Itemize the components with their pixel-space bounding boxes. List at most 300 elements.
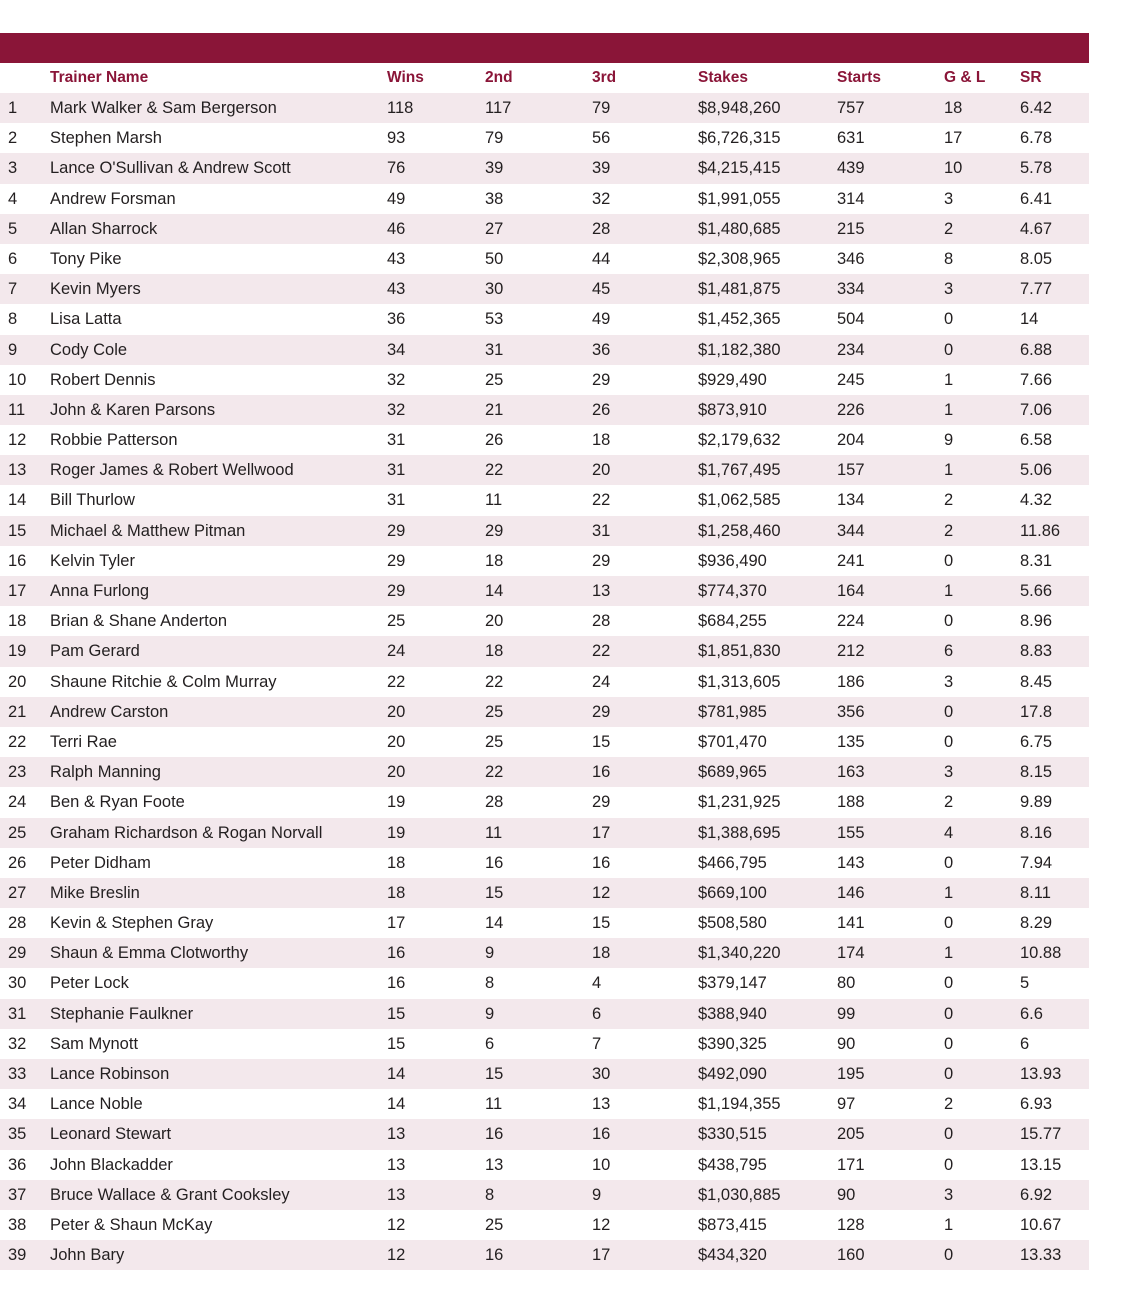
- cell-third: 10: [592, 1155, 611, 1174]
- cell-wins: 15: [387, 1034, 406, 1053]
- header-second: 2nd: [485, 69, 513, 86]
- cell-starts: 334: [837, 280, 865, 299]
- cell-trainer-name: Tony Pike: [50, 249, 122, 268]
- cell-rank: 33: [8, 1065, 27, 1083]
- cell-starts: 90: [837, 1034, 856, 1053]
- cell-rank: 2: [8, 129, 18, 148]
- cell-third: 9: [592, 1185, 602, 1204]
- cell-third: 56: [592, 129, 611, 148]
- cell-wins: 20: [387, 763, 406, 782]
- cell-second: 14: [485, 582, 504, 600]
- cell-wins: 31: [387, 431, 406, 450]
- cell-g-and-l: 0: [944, 340, 954, 359]
- cell-stakes: $1,062,585: [698, 491, 781, 510]
- cell-g-and-l: 10: [944, 159, 963, 178]
- cell-starts: 146: [837, 883, 865, 902]
- cell-rank: 6: [8, 249, 18, 268]
- cell-trainer-name: Robbie Patterson: [50, 431, 178, 450]
- cell-third: 18: [592, 431, 611, 450]
- cell-third: 29: [592, 370, 611, 389]
- cell-sr: 9.89: [1020, 793, 1053, 812]
- cell-sr: 4.67: [1020, 219, 1053, 238]
- cell-rank: 37: [8, 1185, 27, 1204]
- cell-third: 7: [592, 1034, 602, 1053]
- cell-stakes: $6,726,315: [698, 129, 781, 148]
- table-row: [0, 576, 1089, 606]
- cell-starts: 504: [837, 310, 865, 329]
- cell-starts: 174: [837, 944, 865, 963]
- cell-stakes: $1,851,830: [698, 642, 781, 661]
- cell-stakes: $2,179,632: [698, 431, 781, 450]
- cell-wins: 19: [387, 823, 406, 842]
- table-row: [0, 93, 1089, 123]
- cell-third: 32: [592, 189, 611, 208]
- cell-starts: 215: [837, 219, 865, 238]
- table-row: [0, 878, 1089, 908]
- cell-rank: 14: [8, 491, 27, 510]
- table-row: [0, 1059, 1089, 1089]
- cell-wins: 12: [387, 1246, 406, 1265]
- cell-third: 39: [592, 159, 611, 178]
- cell-g-and-l: 0: [944, 974, 954, 993]
- cell-starts: 128: [837, 1215, 865, 1234]
- table-row: [0, 787, 1089, 817]
- cell-sr: 15.77: [1020, 1125, 1062, 1144]
- cell-stakes: $689,965: [698, 763, 767, 782]
- cell-sr: 8.45: [1020, 672, 1053, 691]
- cell-starts: 757: [837, 99, 865, 117]
- cell-g-and-l: 0: [944, 1065, 954, 1083]
- header-g-and-l: G & L: [944, 69, 986, 86]
- cell-starts: 439: [837, 159, 865, 178]
- cell-wins: 18: [387, 853, 406, 872]
- cell-g-and-l: 1: [944, 944, 954, 963]
- cell-g-and-l: 0: [944, 914, 954, 933]
- cell-g-and-l: 2: [944, 219, 954, 238]
- cell-trainer-name: Peter & Shaun McKay: [50, 1215, 213, 1234]
- cell-sr: 7.06: [1020, 400, 1053, 419]
- cell-wins: 17: [387, 914, 406, 933]
- cell-wins: 43: [387, 249, 406, 268]
- cell-stakes: $1,388,695: [698, 823, 781, 842]
- cell-g-and-l: 3: [944, 672, 954, 691]
- cell-second: 53: [485, 310, 504, 329]
- cell-second: 8: [485, 1185, 495, 1204]
- cell-second: 13: [485, 1155, 504, 1174]
- cell-trainer-name: Anna Furlong: [50, 582, 150, 600]
- cell-third: 17: [592, 823, 611, 842]
- cell-third: 16: [592, 1125, 611, 1144]
- cell-g-and-l: 3: [944, 189, 954, 208]
- cell-g-and-l: 1: [944, 461, 954, 480]
- cell-second: 15: [485, 883, 504, 902]
- cell-sr: 6.58: [1020, 431, 1053, 450]
- cell-wins: 43: [387, 280, 406, 299]
- cell-sr: 8.83: [1020, 642, 1053, 661]
- cell-rank: 5: [8, 219, 18, 238]
- cell-third: 13: [592, 1095, 611, 1114]
- cell-g-and-l: 0: [944, 732, 954, 751]
- cell-sr: 7.94: [1020, 853, 1053, 872]
- table-row: [0, 546, 1089, 576]
- cell-stakes: $466,795: [698, 853, 767, 872]
- cell-second: 31: [485, 340, 504, 359]
- cell-wins: 118: [387, 99, 414, 117]
- cell-starts: 90: [837, 1185, 856, 1204]
- cell-g-and-l: 0: [944, 1004, 954, 1023]
- cell-second: 16: [485, 853, 504, 872]
- cell-sr: 17.8: [1020, 702, 1053, 721]
- cell-trainer-name: Cody Cole: [50, 340, 128, 359]
- cell-sr: 6.88: [1020, 340, 1053, 359]
- cell-second: 15: [485, 1065, 504, 1083]
- cell-third: 12: [592, 883, 611, 902]
- cell-trainer-name: John Bary: [50, 1246, 125, 1265]
- table-row: [0, 123, 1089, 153]
- cell-wins: 93: [387, 129, 406, 148]
- table-row: [0, 1150, 1089, 1180]
- table-row: [0, 636, 1089, 666]
- table-row: [0, 485, 1089, 515]
- cell-wins: 31: [387, 491, 406, 510]
- cell-wins: 34: [387, 340, 406, 359]
- trainer-table: [0, 63, 1089, 1270]
- cell-rank: 34: [8, 1095, 27, 1114]
- table-row: [0, 1210, 1089, 1240]
- cell-third: 22: [592, 491, 611, 510]
- cell-g-and-l: 1: [944, 1215, 954, 1234]
- table-body: [0, 93, 1089, 1270]
- cell-wins: 15: [387, 1004, 406, 1023]
- cell-starts: 171: [837, 1155, 865, 1174]
- cell-rank: 30: [8, 974, 27, 993]
- cell-third: 6: [592, 1004, 602, 1023]
- table-row: [0, 667, 1089, 697]
- cell-g-and-l: 0: [944, 551, 954, 570]
- cell-g-and-l: 1: [944, 370, 954, 389]
- cell-trainer-name: Brian & Shane Anderton: [50, 612, 228, 631]
- cell-second: 8: [485, 974, 495, 993]
- cell-second: 39: [485, 159, 504, 178]
- cell-stakes: $388,940: [698, 1004, 767, 1023]
- cell-second: 11: [485, 823, 503, 842]
- cell-trainer-name: Andrew Carston: [50, 702, 169, 721]
- cell-sr: 8.16: [1020, 823, 1053, 842]
- cell-wins: 29: [387, 582, 406, 600]
- cell-g-and-l: 2: [944, 793, 954, 812]
- cell-rank: 7: [8, 280, 18, 299]
- cell-wins: 20: [387, 702, 406, 721]
- cell-wins: 16: [387, 974, 406, 993]
- cell-starts: 134: [837, 491, 865, 510]
- cell-second: 29: [485, 521, 504, 540]
- cell-stakes: $1,258,460: [698, 521, 781, 540]
- cell-rank: 19: [8, 642, 27, 661]
- cell-starts: 224: [837, 612, 865, 631]
- cell-trainer-name: Shaune Ritchie & Colm Murray: [50, 672, 277, 691]
- cell-rank: 4: [8, 189, 18, 208]
- cell-rank: 9: [8, 340, 18, 359]
- cell-second: 16: [485, 1246, 504, 1265]
- table-row: [0, 848, 1089, 878]
- table-row: [0, 365, 1089, 395]
- cell-rank: 22: [8, 732, 27, 751]
- cell-trainer-name: Lance O'Sullivan & Andrew Scott: [50, 159, 291, 178]
- cell-third: 18: [592, 944, 611, 963]
- cell-wins: 13: [387, 1155, 406, 1174]
- cell-starts: 344: [837, 521, 865, 540]
- cell-wins: 46: [387, 219, 406, 238]
- cell-rank: 25: [8, 823, 27, 842]
- cell-rank: 27: [8, 883, 27, 902]
- cell-stakes: $1,313,605: [698, 672, 781, 691]
- cell-sr: 6.41: [1020, 189, 1053, 208]
- cell-stakes: $1,231,925: [698, 793, 781, 812]
- cell-third: 45: [592, 280, 611, 299]
- cell-stakes: $684,255: [698, 612, 767, 631]
- cell-wins: 13: [387, 1125, 406, 1144]
- cell-second: 117: [485, 99, 512, 117]
- cell-third: 22: [592, 642, 611, 661]
- cell-second: 18: [485, 551, 504, 570]
- header-wins: Wins: [387, 69, 424, 86]
- cell-trainer-name: Leonard Stewart: [50, 1125, 172, 1144]
- cell-third: 24: [592, 672, 611, 691]
- cell-second: 25: [485, 370, 504, 389]
- cell-g-and-l: 0: [944, 1125, 954, 1144]
- cell-g-and-l: 3: [944, 763, 954, 782]
- cell-stakes: $929,490: [698, 370, 767, 389]
- cell-third: 79: [592, 99, 611, 117]
- cell-rank: 35: [8, 1125, 27, 1144]
- table-row: [0, 184, 1089, 214]
- cell-sr: 6.75: [1020, 732, 1053, 751]
- cell-third: 16: [592, 853, 611, 872]
- cell-sr: 10.88: [1020, 944, 1062, 963]
- cell-trainer-name: Kevin & Stephen Gray: [50, 914, 214, 933]
- table-row: [0, 274, 1089, 304]
- cell-wins: 31: [387, 461, 406, 480]
- cell-g-and-l: 4: [944, 823, 954, 842]
- cell-starts: 188: [837, 793, 865, 812]
- cell-rank: 11: [8, 400, 26, 419]
- cell-trainer-name: Lance Noble: [50, 1095, 143, 1114]
- cell-trainer-name: Terri Rae: [50, 732, 117, 751]
- cell-g-and-l: 1: [944, 400, 954, 419]
- cell-third: 31: [592, 521, 611, 540]
- cell-rank: 31: [8, 1004, 27, 1023]
- cell-trainer-name: Stephen Marsh: [50, 129, 162, 148]
- cell-starts: 314: [837, 189, 865, 208]
- cell-second: 18: [485, 642, 504, 661]
- cell-g-and-l: 0: [944, 310, 954, 329]
- table-row: [0, 999, 1089, 1029]
- header-sr: SR: [1020, 69, 1042, 86]
- cell-trainer-name: Shaun & Emma Clotworthy: [50, 944, 249, 963]
- table-row: [0, 153, 1089, 183]
- cell-starts: 155: [837, 823, 865, 842]
- cell-stakes: $669,100: [698, 883, 767, 902]
- cell-second: 22: [485, 763, 504, 782]
- cell-third: 15: [592, 914, 611, 933]
- cell-stakes: $1,480,685: [698, 219, 781, 238]
- cell-sr: 4.32: [1020, 491, 1053, 510]
- cell-rank: 24: [8, 793, 27, 812]
- cell-third: 16: [592, 763, 611, 782]
- cell-second: 16: [485, 1125, 504, 1144]
- cell-trainer-name: Bruce Wallace & Grant Cooksley: [50, 1185, 290, 1204]
- cell-starts: 241: [837, 551, 865, 570]
- cell-stakes: $936,490: [698, 551, 767, 570]
- cell-sr: 13.15: [1020, 1155, 1062, 1174]
- cell-sr: 5: [1020, 974, 1030, 993]
- cell-g-and-l: 0: [944, 1034, 954, 1053]
- cell-rank: 28: [8, 914, 27, 933]
- cell-second: 9: [485, 944, 495, 963]
- cell-third: 29: [592, 702, 611, 721]
- cell-sr: 8.11: [1020, 883, 1051, 902]
- cell-stakes: $379,147: [698, 974, 767, 993]
- cell-g-and-l: 0: [944, 853, 954, 872]
- table-row: [0, 727, 1089, 757]
- table-row: [0, 818, 1089, 848]
- cell-starts: 346: [837, 249, 865, 268]
- cell-third: 28: [592, 219, 611, 238]
- cell-second: 27: [485, 219, 504, 238]
- cell-rank: 17: [8, 582, 27, 600]
- cell-second: 11: [485, 491, 503, 510]
- cell-stakes: $774,370: [698, 582, 767, 600]
- cell-second: 9: [485, 1004, 495, 1023]
- cell-trainer-name: Pam Gerard: [50, 642, 140, 661]
- cell-rank: 3: [8, 159, 18, 178]
- cell-starts: 356: [837, 702, 865, 721]
- cell-second: 22: [485, 461, 504, 480]
- table-row: [0, 455, 1089, 485]
- cell-rank: 12: [8, 431, 27, 450]
- cell-third: 15: [592, 732, 611, 751]
- cell-starts: 195: [837, 1065, 865, 1083]
- cell-trainer-name: Ben & Ryan Foote: [50, 793, 185, 812]
- cell-second: 21: [485, 400, 504, 419]
- cell-g-and-l: 3: [944, 1185, 954, 1204]
- cell-stakes: $1,481,875: [698, 280, 781, 299]
- table-row: [0, 425, 1089, 455]
- cell-third: 29: [592, 793, 611, 812]
- cell-second: 38: [485, 189, 504, 208]
- cell-rank: 18: [8, 612, 27, 631]
- cell-wins: 20: [387, 732, 406, 751]
- cell-starts: 141: [837, 914, 865, 933]
- cell-starts: 160: [837, 1246, 865, 1265]
- cell-sr: 13.93: [1020, 1065, 1062, 1083]
- cell-g-and-l: 0: [944, 1155, 954, 1174]
- cell-sr: 13.33: [1020, 1246, 1062, 1265]
- cell-starts: 80: [837, 974, 856, 993]
- cell-stakes: $508,580: [698, 914, 767, 933]
- cell-third: 29: [592, 551, 611, 570]
- cell-g-and-l: 17: [944, 129, 963, 148]
- cell-g-and-l: 8: [944, 249, 954, 268]
- cell-trainer-name: Lance Robinson: [50, 1065, 170, 1083]
- cell-third: 17: [592, 1246, 611, 1265]
- cell-second: 20: [485, 612, 504, 631]
- cell-stakes: $8,948,260: [698, 99, 781, 117]
- cell-trainer-name: Peter Didham: [50, 853, 151, 872]
- cell-trainer-name: Graham Richardson & Rogan Norvall: [50, 823, 323, 842]
- cell-third: 28: [592, 612, 611, 631]
- cell-second: 11: [485, 1095, 503, 1114]
- cell-sr: 6.42: [1020, 99, 1053, 117]
- cell-stakes: $2,308,965: [698, 249, 781, 268]
- table-row: [0, 1029, 1089, 1059]
- cell-rank: 26: [8, 853, 27, 872]
- cell-g-and-l: 0: [944, 1246, 954, 1265]
- cell-starts: 204: [837, 431, 865, 450]
- cell-third: 30: [592, 1065, 611, 1083]
- cell-trainer-name: Ralph Manning: [50, 763, 161, 782]
- cell-starts: 99: [837, 1004, 856, 1023]
- title-banner: [0, 33, 1089, 63]
- cell-stakes: $1,030,885: [698, 1185, 781, 1204]
- cell-trainer-name: Kelvin Tyler: [50, 551, 135, 570]
- cell-third: 13: [592, 582, 611, 600]
- cell-trainer-name: Lisa Latta: [50, 310, 122, 329]
- table-row: [0, 1240, 1089, 1270]
- cell-wins: 32: [387, 370, 406, 389]
- cell-stakes: $4,215,415: [698, 159, 781, 178]
- cell-trainer-name: Mark Walker & Sam Bergerson: [50, 99, 277, 117]
- cell-wins: 18: [387, 883, 406, 902]
- cell-stakes: $1,182,380: [698, 340, 781, 359]
- cell-rank: 13: [8, 461, 27, 480]
- cell-trainer-name: Peter Lock: [50, 974, 129, 993]
- cell-trainer-name: John Blackadder: [50, 1155, 173, 1174]
- cell-third: 4: [592, 974, 602, 993]
- cell-rank: 36: [8, 1155, 27, 1174]
- table-row: [0, 968, 1089, 998]
- table-row: [0, 1089, 1089, 1119]
- table-row: [0, 606, 1089, 636]
- cell-starts: 226: [837, 400, 865, 419]
- cell-g-and-l: 0: [944, 702, 954, 721]
- cell-stakes: $873,415: [698, 1215, 767, 1234]
- cell-g-and-l: 2: [944, 521, 954, 540]
- cell-stakes: $390,325: [698, 1034, 767, 1053]
- cell-rank: 38: [8, 1215, 27, 1234]
- table-row: [0, 304, 1089, 334]
- cell-rank: 20: [8, 672, 27, 691]
- cell-second: 50: [485, 249, 504, 268]
- cell-starts: 157: [837, 461, 865, 480]
- cell-sr: 8.96: [1020, 612, 1053, 631]
- cell-trainer-name: Robert Dennis: [50, 370, 156, 389]
- cell-stakes: $873,910: [698, 400, 767, 419]
- cell-starts: 205: [837, 1125, 865, 1144]
- cell-second: 6: [485, 1034, 495, 1053]
- cell-wins: 13: [387, 1185, 406, 1204]
- cell-wins: 24: [387, 642, 406, 661]
- cell-sr: 6.92: [1020, 1185, 1053, 1204]
- cell-sr: 5.66: [1020, 582, 1053, 600]
- cell-trainer-name: Roger James & Robert Wellwood: [50, 461, 294, 480]
- cell-trainer-name: Allan Sharrock: [50, 219, 158, 238]
- cell-sr: 8.29: [1020, 914, 1053, 933]
- cell-second: 25: [485, 1215, 504, 1234]
- cell-stakes: $330,515: [698, 1125, 767, 1144]
- cell-stakes: $1,340,220: [698, 944, 781, 963]
- cell-wins: 25: [387, 612, 406, 631]
